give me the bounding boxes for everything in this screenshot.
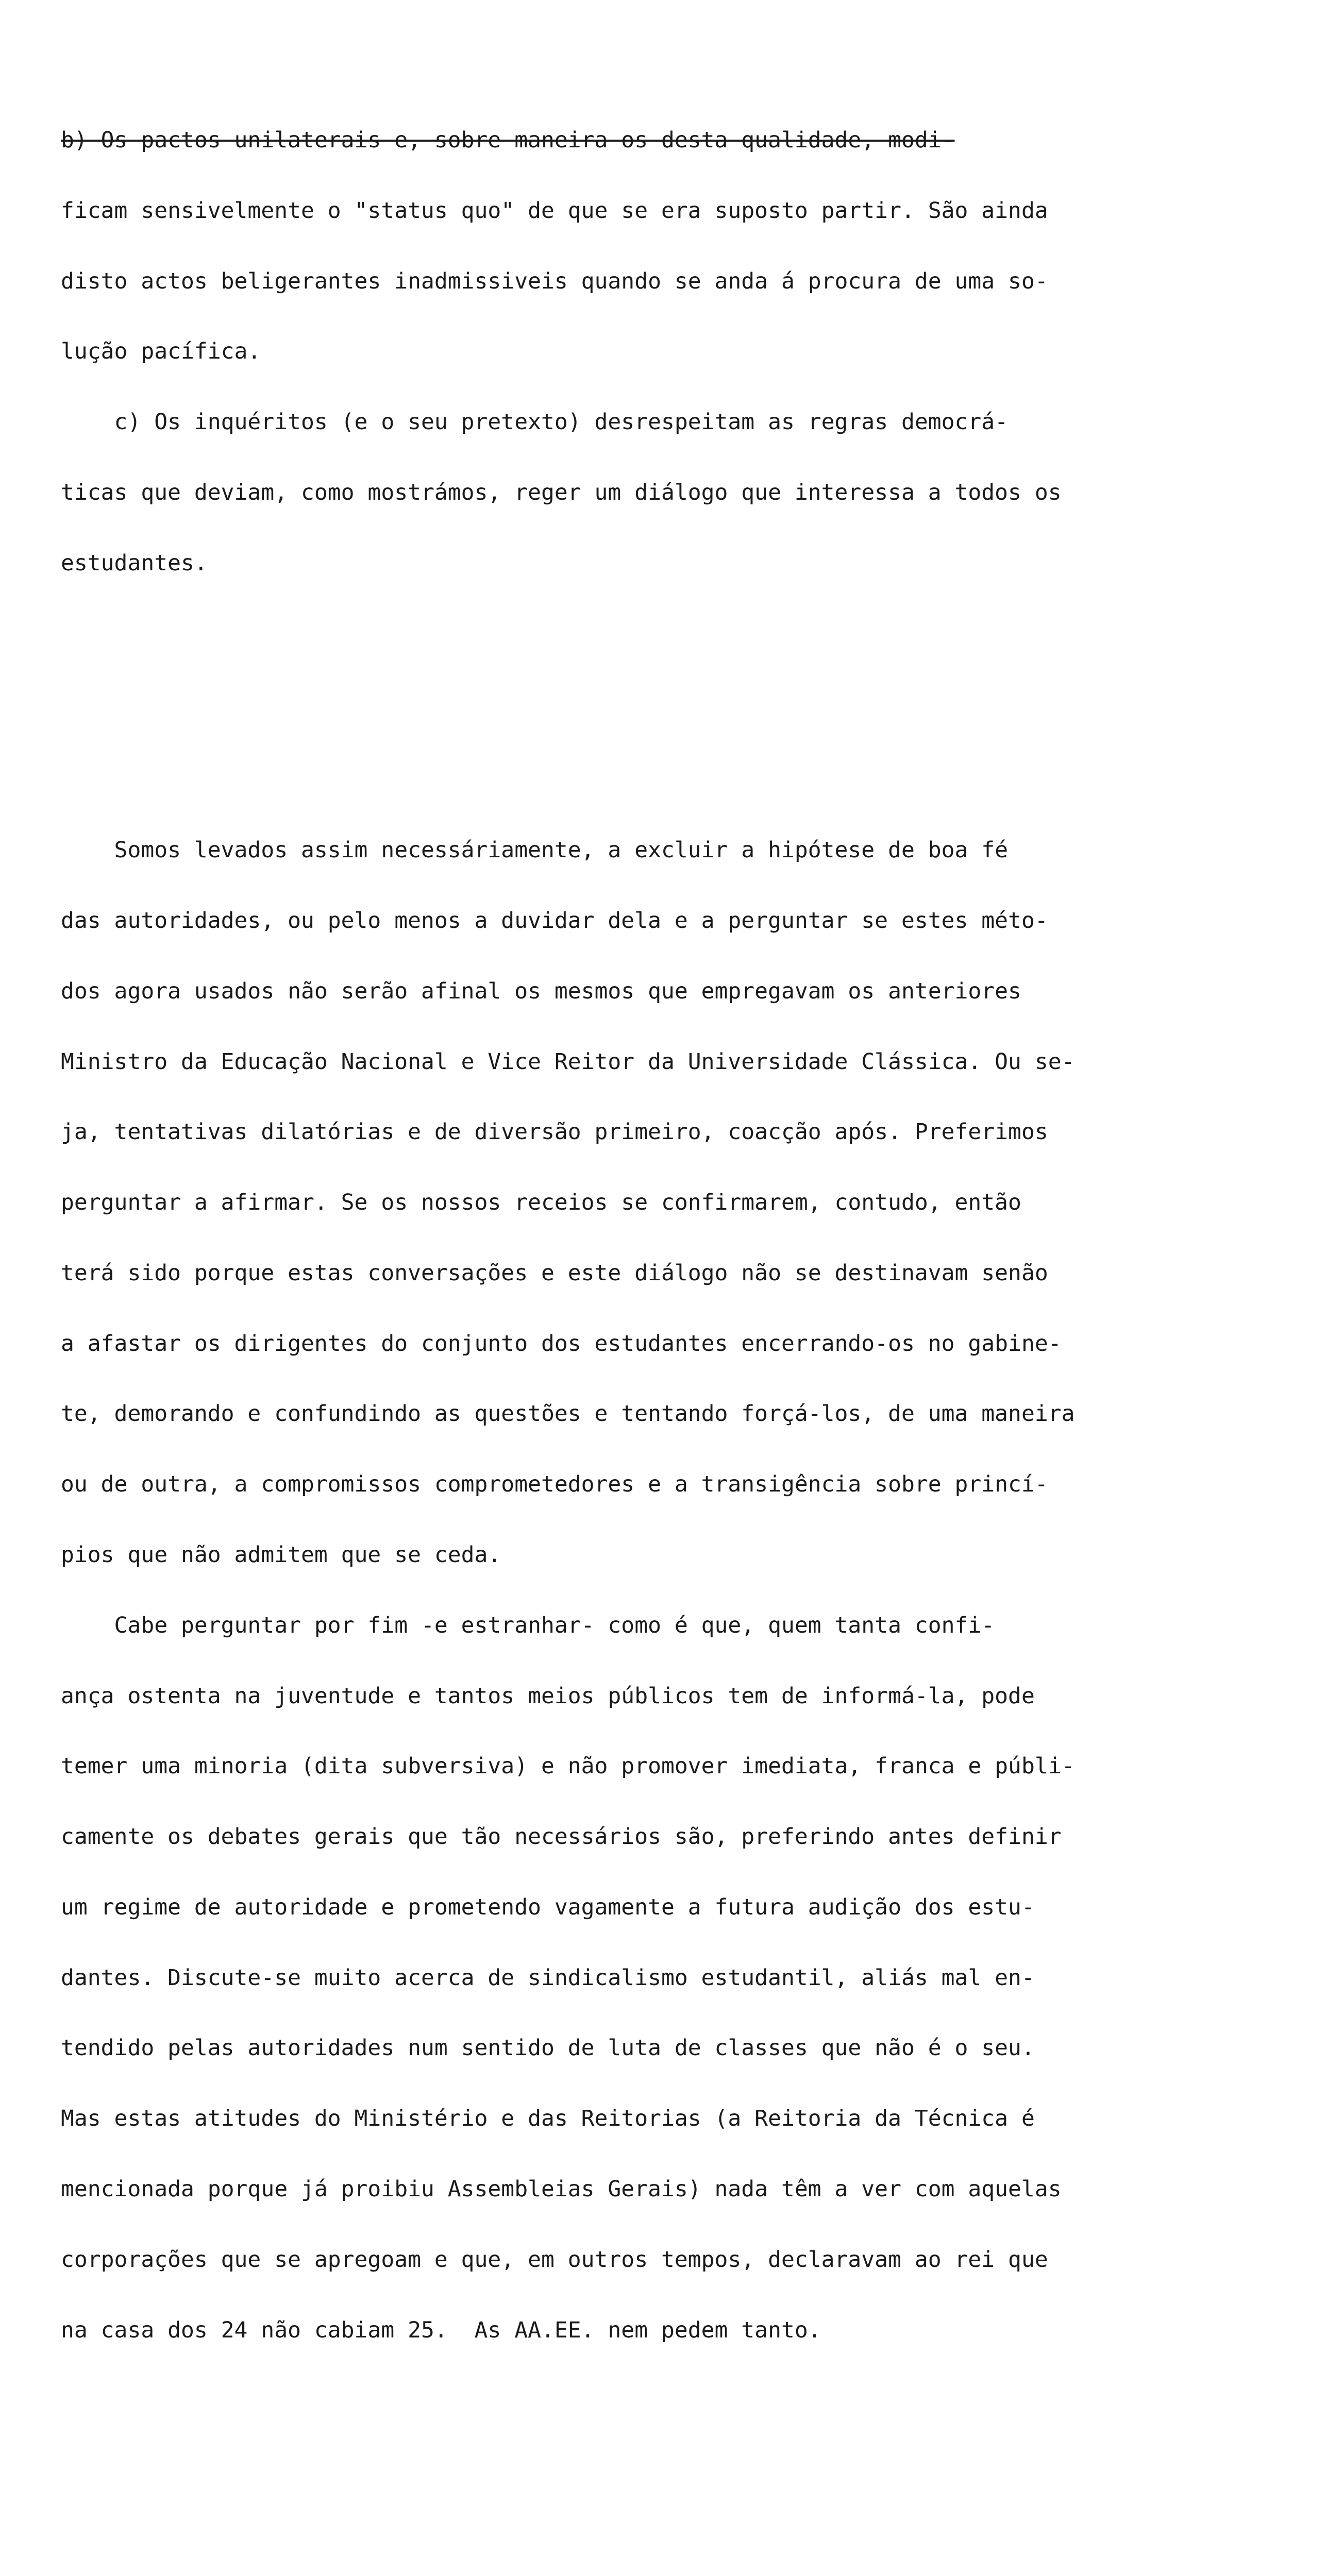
text-line: Mas estas atitudes do Ministério e das Reitorias (a Reitoria da Técnica é xyxy=(61,2106,1035,2132)
text-line: te, demorando e confundindo as questões e tentando forçá-los, de uma maneira xyxy=(61,1401,1075,1427)
text-line: mencionada porque já proibiu Assembleias Gerais) nada têm a ver com aquelas xyxy=(61,2176,1062,2202)
text-line: dos agora usados não serão afinal os mesmos que empregavam os anteriores xyxy=(61,978,1021,1004)
text-line: Somos levados assim necessáriamente, a excluir a hipótese de boa fé xyxy=(61,837,1009,863)
text-line: Cabe perguntar por fim -e estranhar- como é que, quem tanta confi- xyxy=(61,1612,995,1638)
text-line: perguntar a afirmar. Se os nossos receios se confirmarem, contudo, então xyxy=(61,1190,1021,1216)
paragraph-gap xyxy=(61,692,1303,721)
text-line: ticas que deviam, como mostrámos, reger um diálogo que interessa a todos os xyxy=(61,479,1062,505)
text-line: corporações que se apregoam e que, em outros tempos, declaravam ao rei que xyxy=(61,2246,1048,2273)
text-line: ficam sensivelmente o "status quo" de que se era suposto partir. São ainda xyxy=(61,197,1048,224)
text-line: ja, tentativas dilatórias e de diversão primeiro, coacção após. Preferimos xyxy=(61,1119,1048,1145)
text-line: lução pacífica. xyxy=(61,338,261,365)
intro-block xyxy=(61,82,1303,622)
paragraph-gap xyxy=(61,2460,1303,2483)
typewritten-page xyxy=(61,11,1303,2576)
text-line: disto actos beligerantes inadmissiveis quando se anda á procura de uma so- xyxy=(61,268,1048,294)
text-line: na casa dos 24 não cabiam 25. As AA.EE. nem pedem tanto. xyxy=(61,2317,821,2343)
text-line: ou de outra, a compromissos comprometedores e a transigência sobre princí- xyxy=(61,1471,1048,1498)
text-line: a afastar os dirigentes do conjunto dos estudantes encerrando-os no gabine- xyxy=(61,1330,1062,1357)
text-line: estudantes. xyxy=(61,550,208,576)
text-line: Ministro da Educação Nacional e Vice Reitor da Universidade Clássica. Ou se- xyxy=(61,1048,1075,1075)
text-line: pios que não admitem que se ceda. xyxy=(61,1542,501,1568)
section-block xyxy=(61,2554,1303,2576)
text-line: temer uma minoria (dita subversiva) e não promover imediata, franca e públi- xyxy=(61,1753,1075,1780)
text-line: terá sido porque estas conversações e este diálogo não se destinavam senão xyxy=(61,1260,1048,1286)
text-line: dantes. Discute-se muito acerca de sindicalismo estudantil, aliás mal en- xyxy=(61,1964,1035,1991)
text-line: tendido pelas autoridades num sentido de luta de classes que não é o seu. xyxy=(61,2035,1035,2061)
text-line: b) Os pactos unilaterais e, sobre maneira os desta qualidade, modi- xyxy=(61,127,955,153)
text-line: camente os debates gerais que tão necessários são, preferindo antes definir xyxy=(61,1824,1062,1850)
paragraph-block xyxy=(61,792,1303,2389)
text-line: um regime de autoridade e prometendo vagamente a futura audição dos estu- xyxy=(61,1894,1035,1920)
text-line: ança ostenta na juventude e tantos meios públicos tem de informá-la, pode xyxy=(61,1683,1035,1709)
text-line: c) Os inquéritos (e o seu pretexto) desrespeitam as regras democrá- xyxy=(61,409,1009,435)
text-line: das autoridades, ou pelo menos a duvidar dela e a perguntar se estes méto- xyxy=(61,907,1048,934)
